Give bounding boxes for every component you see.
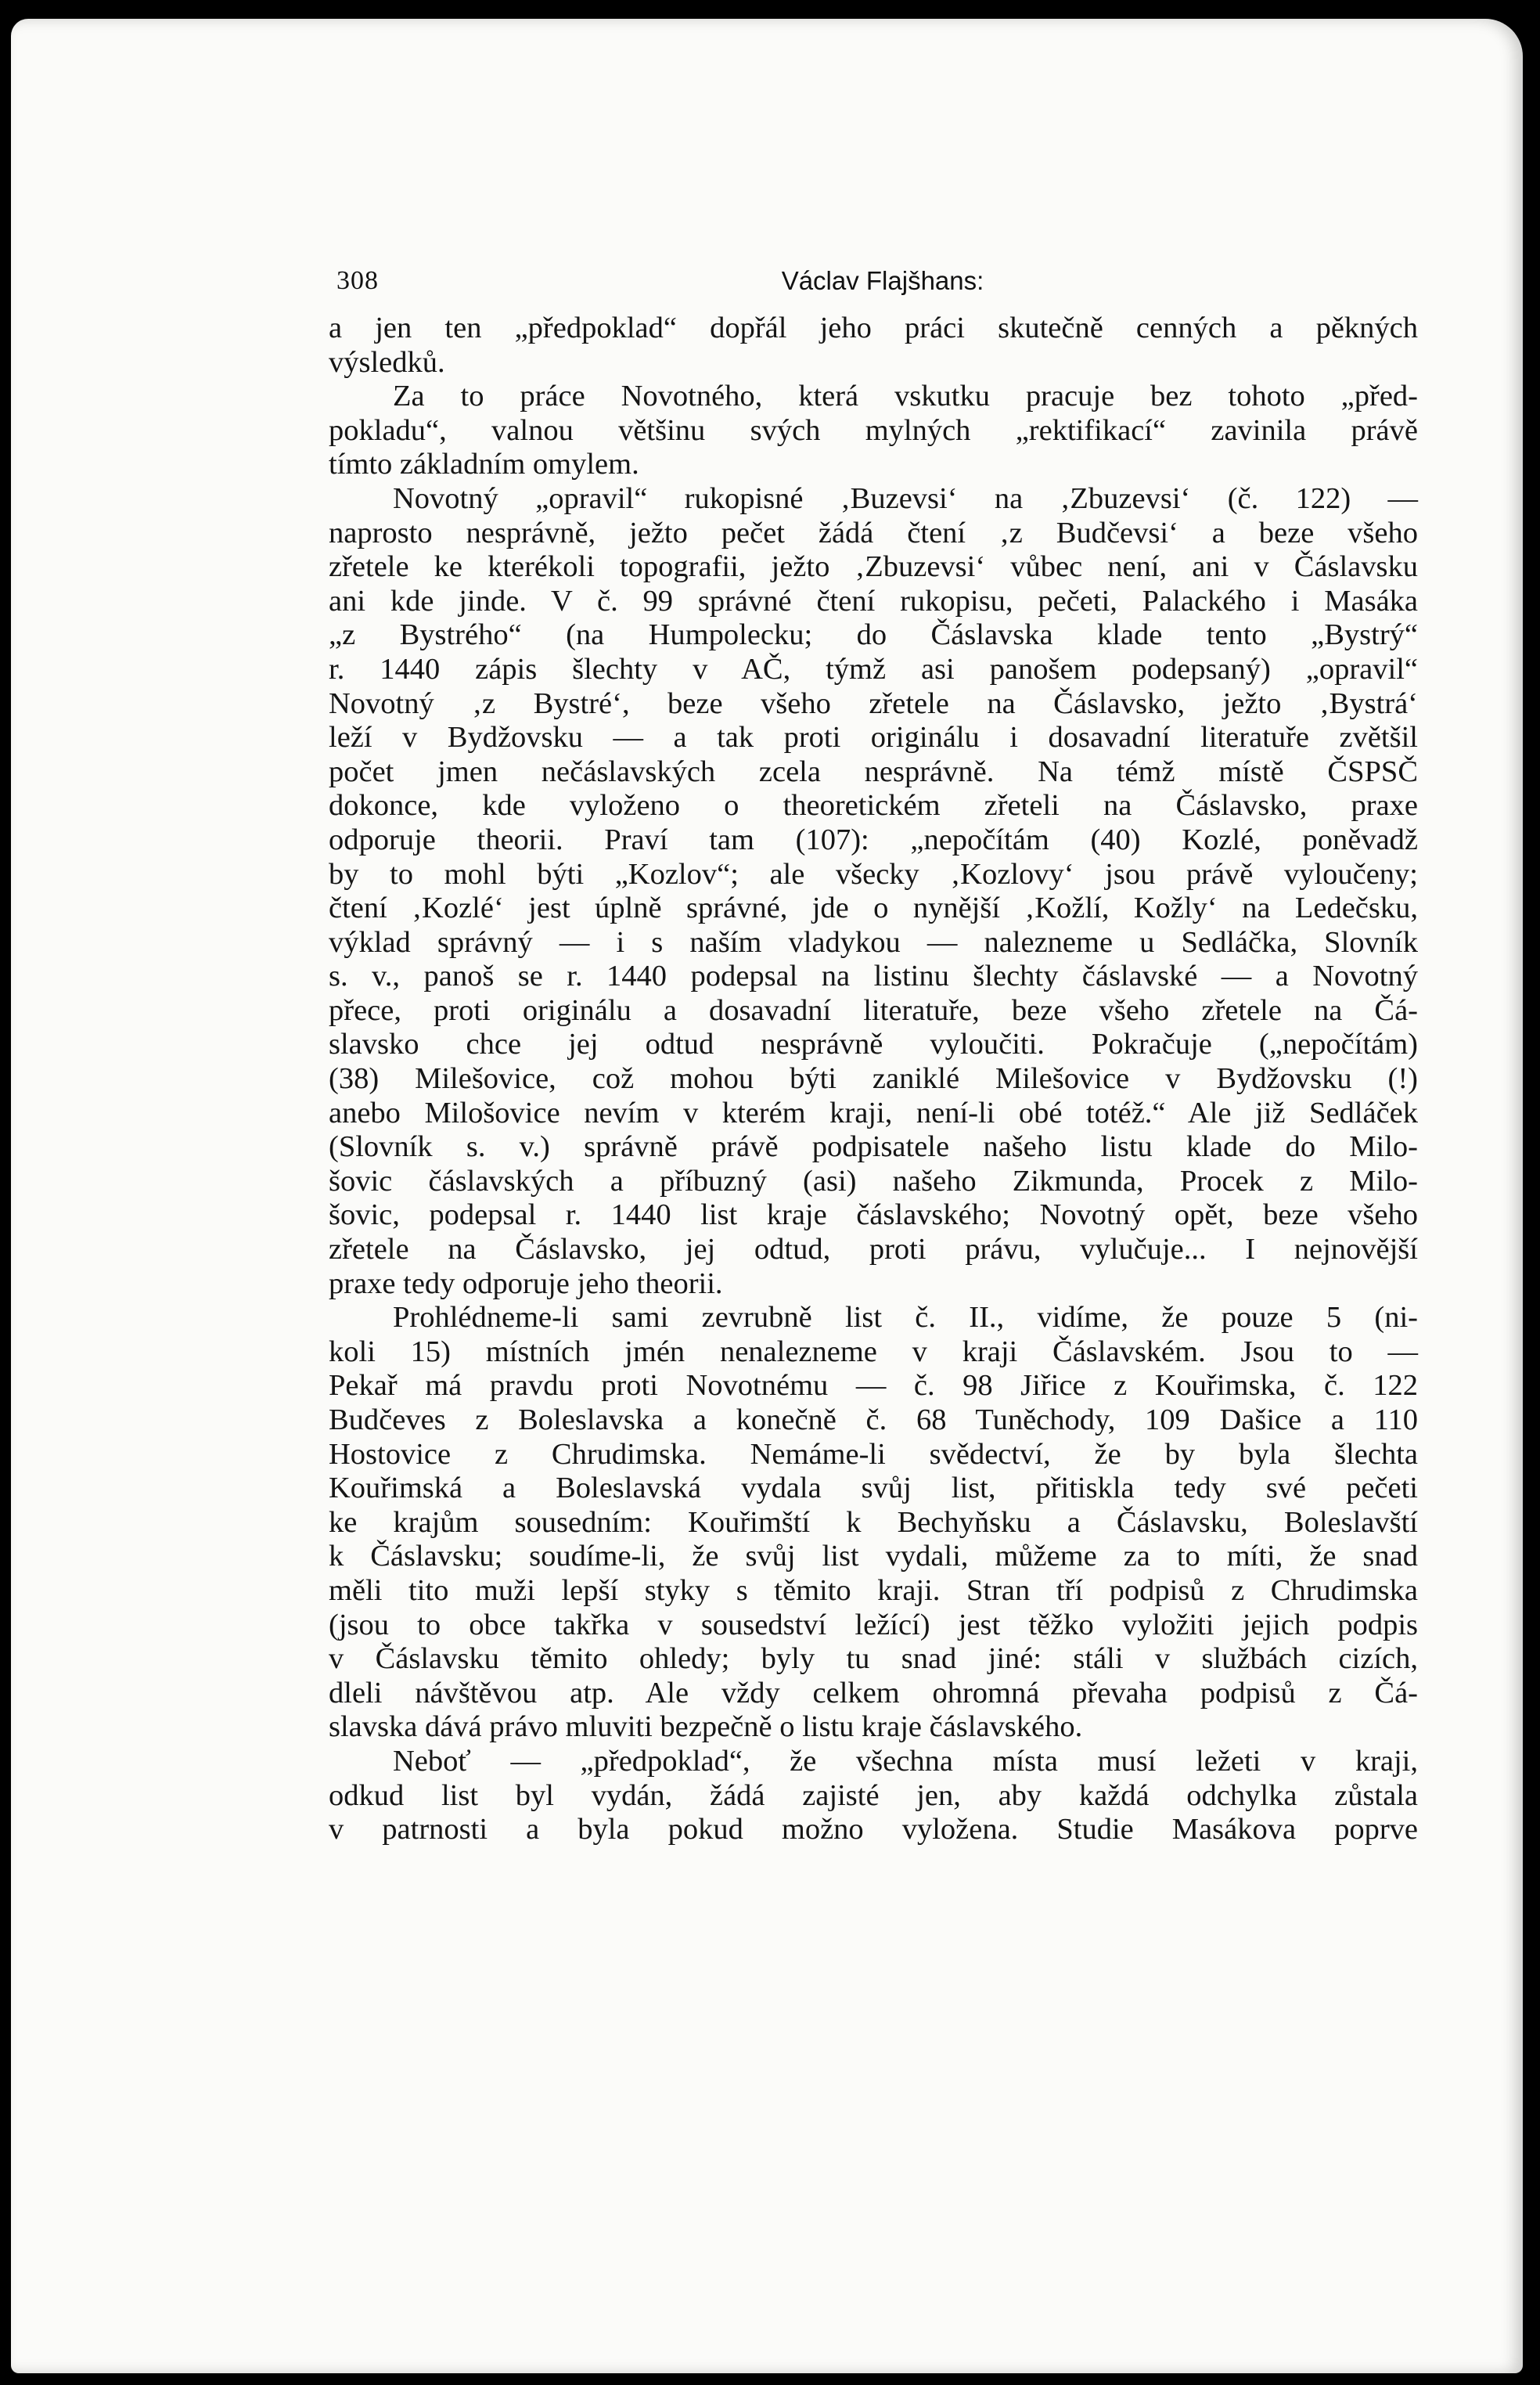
text-line: Hostovice z Chrudimska. Nemáme-li svědectví, že by byla šlechta <box>329 1437 1418 1471</box>
text-line: výsledků. <box>329 345 445 379</box>
text-line: šovic, podepsal r. 1440 list kraje čáslavského; Novotný opět, beze všeho <box>329 1198 1418 1232</box>
text-line: šovic čáslavských a příbuzný (asi) našeho Zikmunda, Procek z Milo- <box>329 1164 1418 1198</box>
text-line: tímto základním omylem. <box>329 448 639 481</box>
text-line: praxe tedy odporuje jeho theorii. <box>329 1266 723 1300</box>
text-line: počet jmen nečáslavských zcela nesprávně. Na témž místě ČSPSČ <box>329 755 1418 788</box>
text-line: (Slovník s. v.) správně právě podpisatele našeho listu klade do Milo- <box>329 1130 1418 1164</box>
text-line: (jsou to obce takřka v sousedství ležící) jest těžko vyložiti jejich podpis <box>329 1608 1418 1641</box>
running-head: Václav Flajšhans: <box>781 266 984 295</box>
text-line: přece, proti originálu a dosavadní literatuře, beze všeho zřetele na Čá- <box>329 993 1418 1027</box>
text-line: dokonce, kde vyloženo o theoretickém zřeteli na Čáslavsko, praxe <box>329 789 1418 823</box>
text-line: ani kde jinde. V č. 99 správné čtení rukopisu, pečeti, Palackého i Masáka <box>329 584 1418 618</box>
text-line: (38) Milešovice, což mohou býti zaniklé Milešovice v Bydžovsku (!) <box>329 1062 1418 1096</box>
text-line: „z Bystrého“ (na Humpolecku; do Čáslavska klade tento „Bystrý“ <box>329 618 1418 652</box>
text-line: slavsko chce jej odtud nesprávně vyloučiti. Pokračuje („nepočítám) <box>329 1028 1418 1061</box>
text-line: s. v., panoš se r. 1440 podepsal na listinu šlechty čáslavské — a Novotný <box>329 960 1418 993</box>
text-line: Novotný ‚z Bystré‘, beze všeho zřetele na Čáslavsko, ježto ‚Bystrá‘ <box>329 686 1418 720</box>
text-line: leží v Bydžovsku — a tak proti originálu i dosavadní literatuře zvětšil <box>329 721 1418 755</box>
text-line: by to mohl býti „Kozlov“; ale všecky ‚Kozlovy‘ jsou právě vyloučeny; <box>329 857 1418 891</box>
text-line: naprosto nesprávně, ježto pečet žádá čtení ‚z Budčevsi‘ a beze všeho <box>329 516 1418 549</box>
text-line: slavska dává právo mluviti bezpečně o listu kraje čáslavského. <box>329 1710 1083 1744</box>
text-line: odkud list byl vydán, žádá zajisté jen, aby každá odchylka zůstala <box>329 1778 1418 1812</box>
text-line: Pekař má pravdu proti Novotnému — č. 98 Jiřice z Kouřimska, č. 122 <box>329 1369 1418 1403</box>
text-line: Za to práce Novotného, která vskutku pracuje bez tohoto „před- <box>393 380 1418 413</box>
page-number: 308 <box>336 266 379 295</box>
text-line: v Čáslavsku těmito ohledy; byly tu snad jiné: stáli v službách cizích, <box>329 1642 1418 1676</box>
text-line: Novotný „opravil“ rukopisné ‚Buzevsi‘ na ‚Zbuzevsi‘ (č. 122) — <box>393 481 1418 515</box>
body-text <box>329 312 1418 1847</box>
text-line: ke krajům sousedním: Kouřimští k Bechyňsku a Čáslavsku, Boleslavští <box>329 1505 1418 1539</box>
page-header <box>336 266 1429 305</box>
text-line: Prohlédneme-li sami zevrubně list č. II., vidíme, že pouze 5 (ni- <box>393 1301 1418 1335</box>
text-line: Neboť — „předpoklad“, že všechna místa musí ležeti v kraji, <box>393 1744 1418 1778</box>
text-line: Budčeves z Boleslavska a konečně č. 68 Tuněchody, 109 Dašice a 110 <box>329 1403 1418 1436</box>
text-line: výklad správný — i s naším vladykou — nalezneme u Sedláčka, Slovník <box>329 925 1418 959</box>
text-line: zřetele ke kterékoli topografii, ježto ‚Zbuzevsi‘ vůbec není, ani v Čáslavsku <box>329 550 1418 584</box>
text-line: čtení ‚Kozlé‘ jest úplně správné, jde o nynější ‚Kožlí, Kožly‘ na Ledečsku, <box>329 892 1418 925</box>
text-line: anebo Milošovice nevím v kterém kraji, není-li obé totéž.“ Ale již Sedláček <box>329 1096 1418 1129</box>
text-line: zřetele na Čáslavsko, jej odtud, proti právu, vylučuje... I nejnovější <box>329 1233 1418 1266</box>
text-line: k Čáslavsku; soudíme-li, že svůj list vydali, můžeme za to míti, že snad <box>329 1540 1418 1573</box>
text-line: Kouřimská a Boleslavská vydala svůj list, přitiskla tedy své pečeti <box>329 1472 1418 1505</box>
text-line: pokladu“, valnou většinu svých mylných „rektifikací“ zavinila právě <box>329 413 1418 447</box>
text-line: a jen ten „předpoklad“ dopřál jeho práci skutečně cenných a pěkných <box>329 312 1418 344</box>
text-line: v patrnosti a byla pokud možno vyložena. Studie Masákova poprve <box>329 1813 1418 1846</box>
text-line: koli 15) místních jmén nenalezneme v kraji Čáslavském. Jsou to — <box>329 1335 1418 1368</box>
text-line: dleli návštěvou atp. Ale vždy celkem ohromná převaha podpisů z Čá- <box>329 1676 1418 1709</box>
text-line: měli tito muži lepší styky s těmito kraji. Stran tří podpisů z Chrudimska <box>329 1573 1418 1607</box>
text-line: odporuje theorii. Praví tam (107): „nepočítám (40) Kozlé, poněvadž <box>329 823 1418 856</box>
text-line: r. 1440 zápis šlechty v AČ, týmž asi panošem podepsaný) „opravil“ <box>329 652 1418 686</box>
